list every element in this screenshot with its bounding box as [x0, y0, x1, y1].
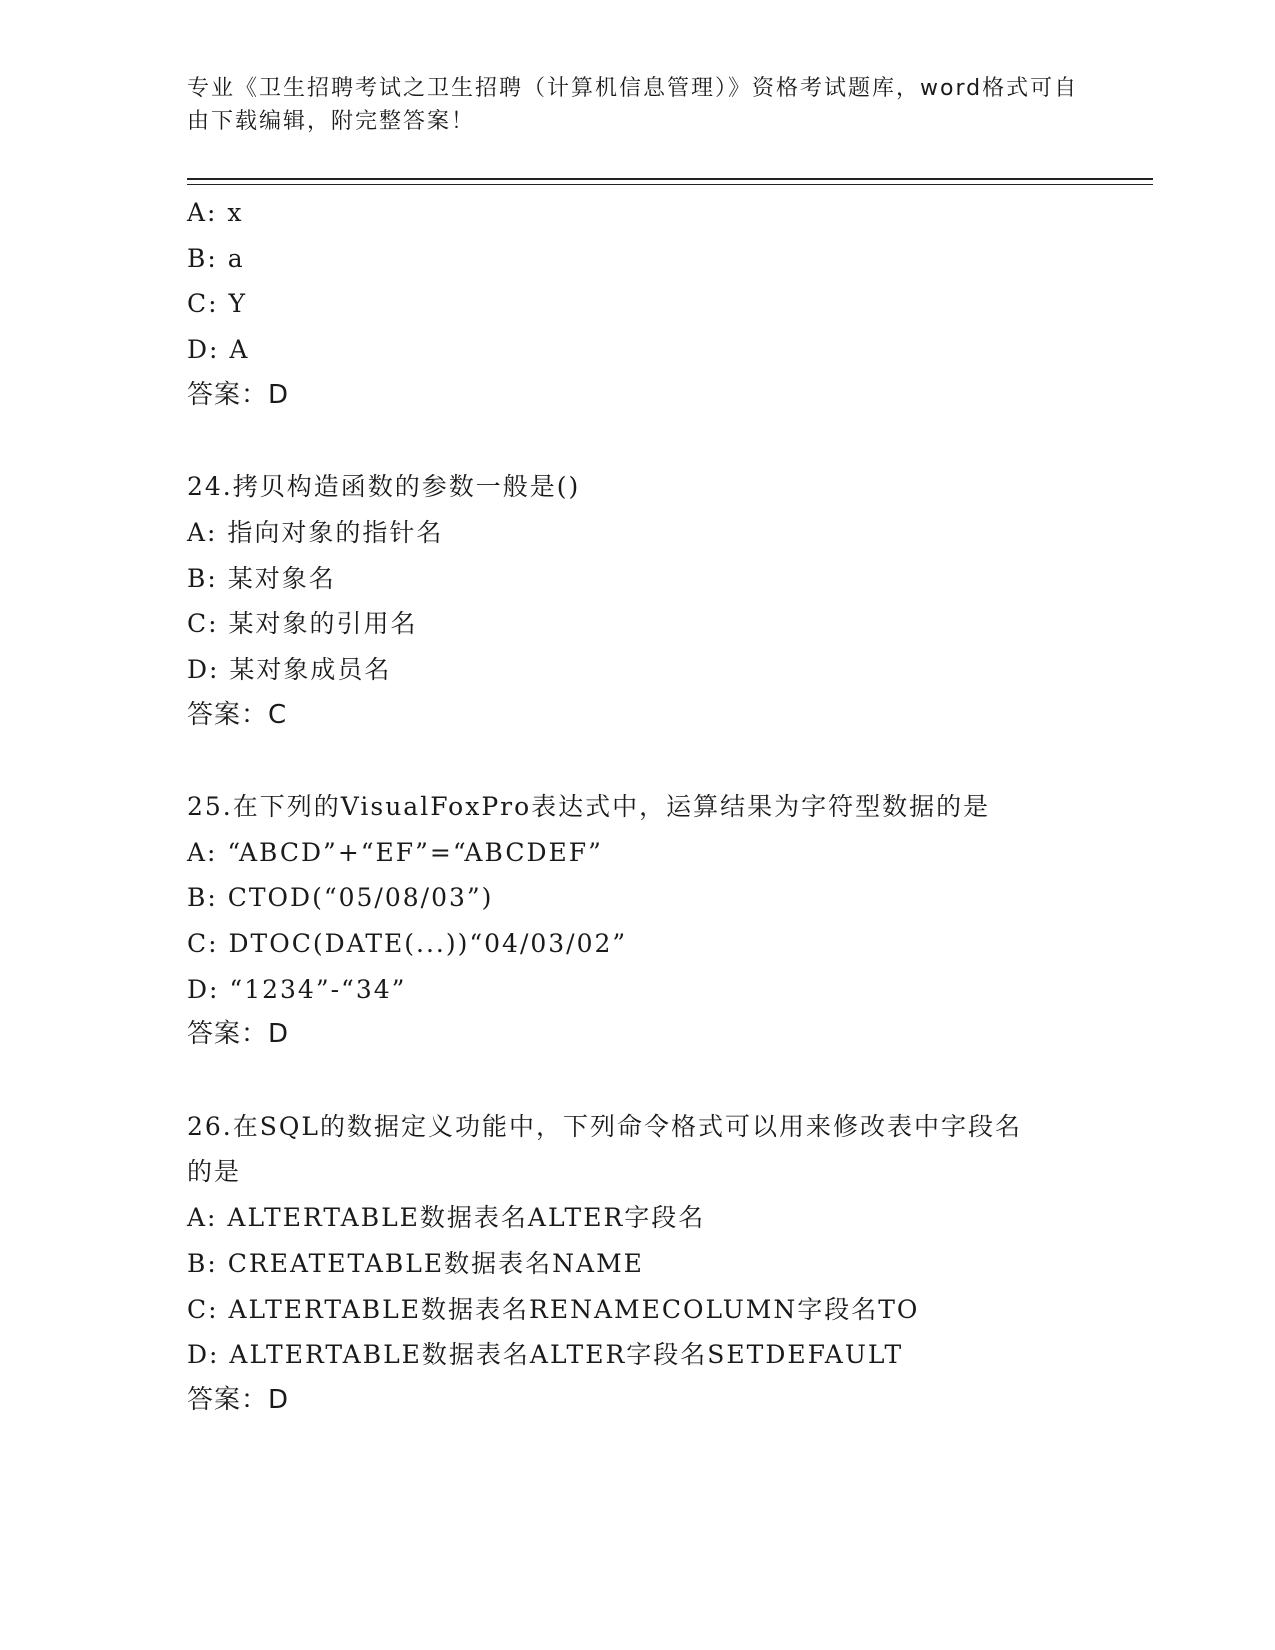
- option-c: C: Y: [187, 289, 248, 319]
- option-d: D: 某对象成员名: [187, 654, 392, 684]
- document-header: [187, 72, 1087, 138]
- question-content: [187, 190, 1107, 1424]
- question-stem-line-2: 的是: [187, 1157, 242, 1187]
- header-rule-thin: [187, 184, 1153, 185]
- question-block-25: [187, 784, 1107, 1058]
- option-d: D: ALTERTABLE数据表名ALTER字段名SETDEFAULT: [187, 1340, 904, 1370]
- header-rule-thick: [187, 178, 1153, 180]
- option-c: C: 某对象的引用名: [187, 609, 418, 639]
- option-c: C: ALTERTABLE数据表名RENAMECOLUMN字段名TO: [187, 1294, 920, 1324]
- option-a: A: x: [187, 198, 244, 227]
- header-text: 专业《卫生招聘考试之卫生招聘（计算机信息管理）》资格考试题库，word格式可自由下载编辑，附完整答案！: [187, 76, 1079, 134]
- option-d: D: “1234”-“34”: [187, 974, 407, 1004]
- question-block-26: [187, 1104, 1107, 1424]
- option-b: B: a: [187, 243, 245, 273]
- option-a: A: “ABCD”+“EF”=“ABCDEF”: [187, 837, 603, 867]
- question-stem: 25.在下列的VisualFoxPro表达式中，运算结果为字符型数据的是: [187, 791, 991, 821]
- option-b: B: CREATETABLE数据表名NAME: [187, 1248, 644, 1278]
- spacer: [187, 418, 1107, 464]
- question-stem-line-1: 26.在SQL的数据定义功能中，下列命令格式可以用来修改表中字段名: [187, 1111, 1022, 1141]
- option-a: A: ALTERTABLE数据表名ALTER字段名: [187, 1203, 706, 1233]
- answer-text: 答案：C: [187, 699, 288, 730]
- answer-text: 答案：D: [187, 379, 290, 410]
- option-c: C: DTOC(DATE(...))“04/03/02”: [187, 929, 628, 958]
- spacer: [187, 738, 1107, 784]
- option-b: B: 某对象名: [187, 563, 336, 593]
- question-block-23: [187, 190, 1107, 418]
- option-d: D: A: [187, 335, 250, 365]
- question-block-24: [187, 464, 1107, 738]
- answer-text: 答案：D: [187, 1019, 290, 1050]
- question-stem: 24.拷贝构造函数的参数一般是(): [187, 472, 581, 502]
- option-a: A: 指向对象的指针名: [187, 517, 444, 547]
- option-b: B: CTOD(“05/08/03”): [187, 883, 494, 913]
- spacer: [187, 1058, 1107, 1104]
- answer-text: 答案：D: [187, 1384, 290, 1415]
